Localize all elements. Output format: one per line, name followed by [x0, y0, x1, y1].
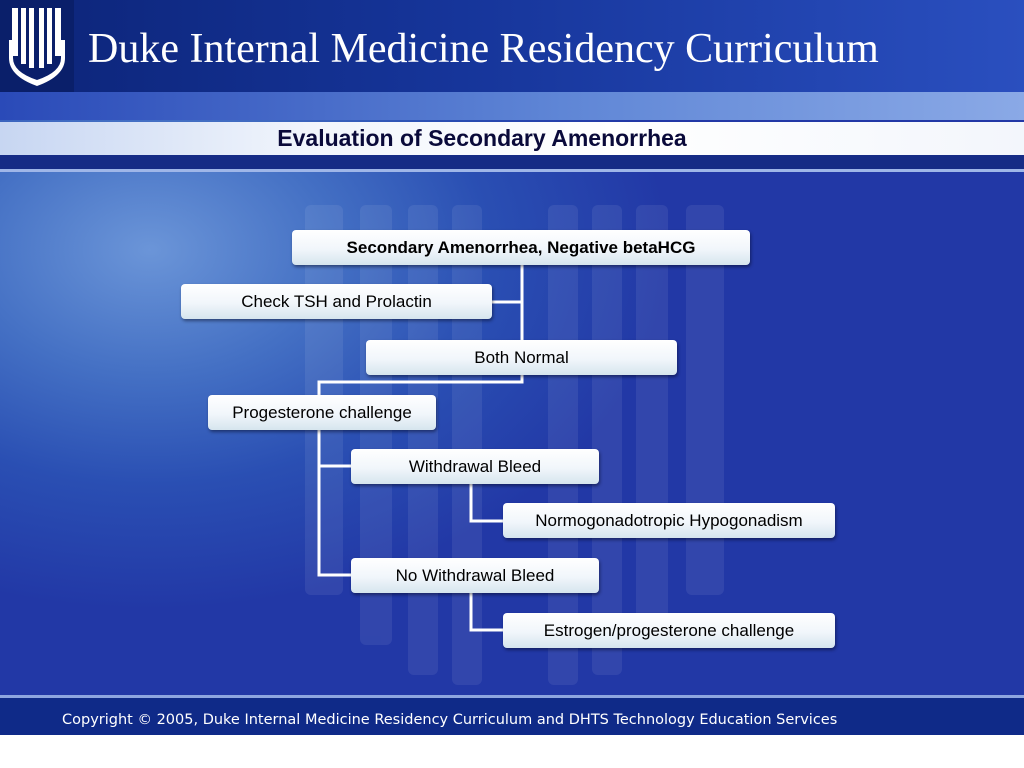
connector-withdrawal-normogonadotropic: [471, 483, 503, 521]
node-normogonadotropic: Normogonadotropic Hypogonadism: [503, 503, 835, 538]
app-title: Duke Internal Medicine Residency Curriculum: [88, 26, 879, 72]
node-root: Secondary Amenorrhea, Negative betaHCG: [292, 230, 750, 265]
connector-no-withdrawal-estrogen: [471, 592, 503, 630]
node-estrogen-progesterone: Estrogen/progesterone challenge: [503, 613, 835, 648]
node-no-withdrawal-bleed: No Withdrawal Bleed: [351, 558, 599, 593]
connector-progesterone-withdrawal: [319, 429, 351, 466]
section-title: Evaluation of Secondary Amenorrhea: [277, 125, 687, 151]
connector-root-tsh: [492, 264, 522, 302]
node-withdrawal-bleed: Withdrawal Bleed: [351, 449, 599, 484]
copyright-text: Copyright © 2005, Duke Internal Medicine Residency Curriculum and DHTS Technology Education Services: [62, 712, 838, 728]
connector-progesterone-no-withdrawal: [319, 466, 351, 575]
node-tsh-prolactin: Check TSH and Prolactin: [181, 284, 492, 319]
node-both-normal: Both Normal: [366, 340, 677, 375]
connector-both-normal-progesterone: [319, 374, 522, 395]
node-progesterone-challenge: Progesterone challenge: [208, 395, 436, 430]
footer-bar: [0, 698, 1024, 735]
